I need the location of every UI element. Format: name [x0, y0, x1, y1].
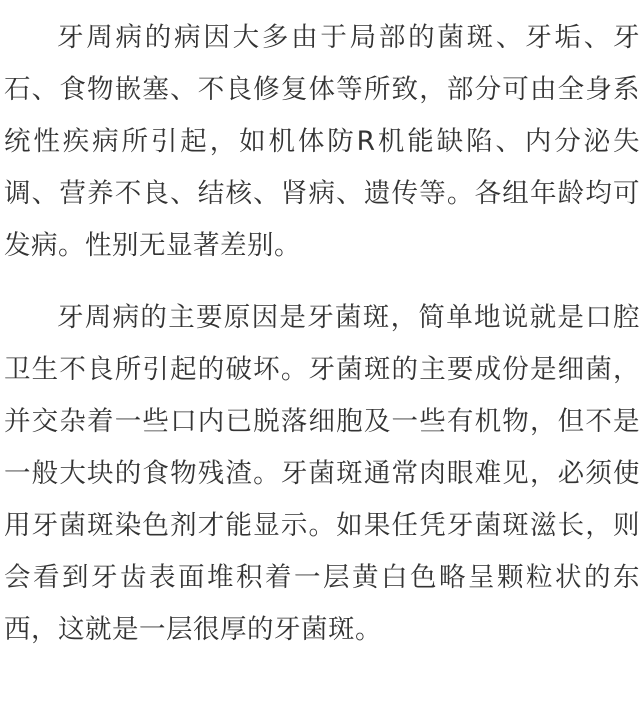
paragraph-plaque: 牙周病的主要原因是牙菌斑，简单地说就是口腔卫生不良所引起的破坏。牙菌斑的主要成份是细菌，并交杂着一些口内已脱落细胞及一些有机物，但不是一般大块的食物残渣。牙菌斑通常肉眼难见，必须使用牙菌斑染色剂才能显示。如果任凭牙菌斑滋长，则会看到牙齿表面堆积着一层黄白色略呈颗粒状的东西，这就是一层很厚的牙菌斑。	[4, 302, 640, 645]
paragraph-causes: 牙周病的病因大多由于局部的菌斑、牙垢、牙石、食物嵌塞、不良修复体等所致，部分可由全身系统性疾病所引起，如机体防R机能缺陷、内分泌失调、营养不良、结核、肾病、遗传等。各组年龄均可发病。性别无显著差别。	[4, 22, 640, 261]
